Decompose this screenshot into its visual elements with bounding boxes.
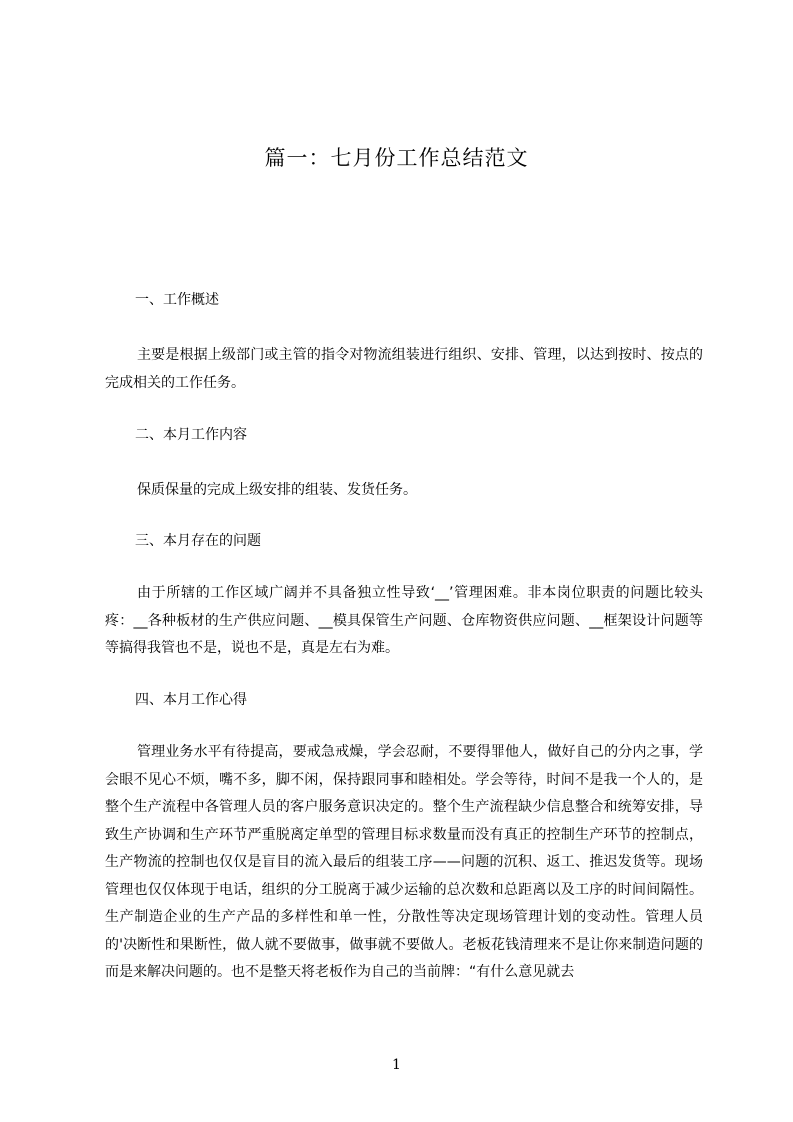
section-heading-problems: 三、本月存在的问题 xyxy=(135,533,261,549)
section-heading-insights: 四、本月工作心得 xyxy=(135,692,247,708)
section-heading-content: 二、本月工作内容 xyxy=(135,427,247,443)
section-body-content: 保质保量的完成上级安排的组装、发货任务。 xyxy=(137,482,417,498)
page-number: 1 xyxy=(392,1057,401,1073)
section-body-overview: 主要是根据上级部门或主管的指令对物流组装进行组织、安排、管理，以达到按时、按点的完成相关的工作任务。 xyxy=(105,347,703,391)
section-body-problems: 由于所辖的工作区域广阔并不具备独立性导致‘__’管理困难。非本岗位职责的问题比较头疼：__各种板材的生产供应问题、__模具保管生产问题、仓库物资供应问题、__框架设计问题等等搞得我管也不是，说也不是，真是左右为难。 xyxy=(105,585,703,656)
section-body-insights: 管理业务水平有待提高，要戒急戒燥，学会忍耐，不要得罪他人，做好自己的分内之事，学会眼不见心不烦，嘴不多，脚不闲，保持跟同事和睦相处。学会等待，时间不是我一个人的，是整个生产流程中各管理人员的客户服务意识决定的。整个生产流程缺少信息整合和统筹安排，导致生产协调和生产环节严重脱离定单型的管理目标求数量而没有真正的控制生产环节的控制点，生产物流的控制也仅仅是盲目的流入最后的组装工序——问题的沉积、返工、推迟发货等。现场管理也仅仅体现于电话，组织的分工脱离于减少运输的总次数和总距离以及工序的时间间隔性。生产制造企业的生产产品的多样性和单一性，分散性等决定现场管理计划的变动性。管理人员的'决断性和果断性，做人就不要做事，做事就不要做人。老板花钱清理来不是让你来制造问题的而是来解决问题的。也不是整天将老板作为自己的当前牌：“有什么意见就去 xyxy=(105,744,703,980)
section-heading-overview: 一、工作概述 xyxy=(135,292,219,308)
document-title: 篇一：七月份工作总结范文 xyxy=(264,146,529,170)
